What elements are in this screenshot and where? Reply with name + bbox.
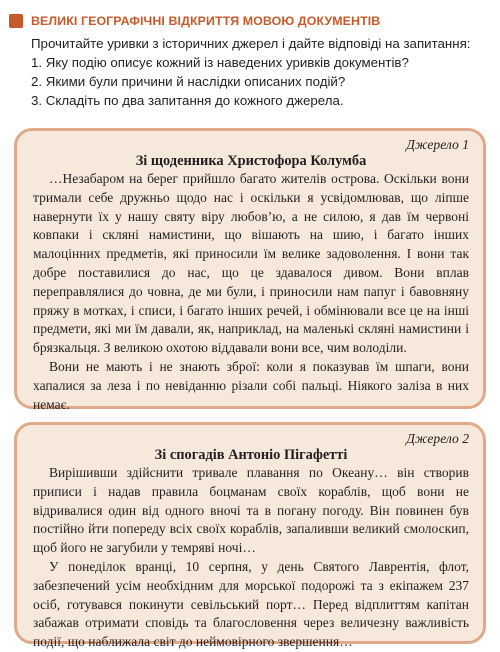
task-block xyxy=(9,34,491,110)
source-box-1 xyxy=(14,128,486,412)
question-item: 2. Якими були причини й наслідки описаних подій? xyxy=(31,74,346,89)
source-text xyxy=(33,464,469,652)
task-intro: Прочитайте уривки з історичних джерел і дайте відповіді на запитання: xyxy=(31,36,471,51)
source-box-2 xyxy=(14,422,486,650)
source-title: Зі спогадів Антоніо Пігафетті xyxy=(154,447,348,463)
source-title: Зі щоденника Христофора Колумба xyxy=(135,153,367,169)
source-paragraph: Вирішивши здійснити тривале плавання по Океану… він створив приписи і надав правила боцманам своїх кораблів, щоб вони не відривалися один від одного вночі та в погану погоду. Він повинен був постійно йти попереду всіх своїх кораблів, запаливши великий смолоскип, щоб його не загубили у темряві ночі… xyxy=(33,465,469,556)
section-title: ВЕЛИКІ ГЕОГРАФІЧНІ ВІДКРИТТЯ МОВОЮ ДОКУМЕНТІВ xyxy=(31,14,381,28)
question-list xyxy=(9,53,491,110)
source-text xyxy=(33,170,469,414)
section-marker-icon xyxy=(9,14,23,28)
section-header xyxy=(9,10,491,32)
source-label: Джерело 2 xyxy=(406,431,469,446)
source-paragraph: У понеділок вранці, 10 серпня, у день Святого Лаврентія, флот, забезпечений усім необхідним для морської подорожі та з екіпажем 237 осіб, готувався покинути севільський порт… Перед відплиттям капітан забажав отримати сповідь та благословення через величезну важливість події, що наближала світ до неймовірного звершення… xyxy=(33,558,469,650)
source-label: Джерело 1 xyxy=(406,137,469,152)
source-paragraph: …Незабаром на берег прийшло багато жителів острова. Оскільки вони тримали себе дружньо щодо нас і оскільки я усвідомлював, що ліпше навернути їх у нашу святу віру любов’ю, а не силою, я дав їм червоні ковпаки і скляні намистини, що вішають на шию, і багато інших малоцінних предметів, які приносили їм велике задоволення. І вони так добре поставилися до нас, що це здавалося дивом. Вони вплав переправлялися до човна, де ми були, і приносили нам папуг і бавовняну пряжу в мотках, і списи, і багато інших речей, і обмінювали все це на інші предмети, які ми їм давали, як, наприклад, на маленькі скляні намистини і брязкальця. З великою охотою віддавали вони все, чим володіли. xyxy=(33,171,469,356)
source-paragraph: Вони не мають і не знають зброї: коли я показував їм шпаги, вони хапалися за леза і по невіданню різали собі пальці. Ніякого заліза в них немає. xyxy=(33,358,469,412)
question-item: 1. Яку подію описує кожний із наведених уривків документів? xyxy=(31,55,409,70)
question-item: 3. Складіть по два запитання до кожного джерела. xyxy=(31,93,344,108)
